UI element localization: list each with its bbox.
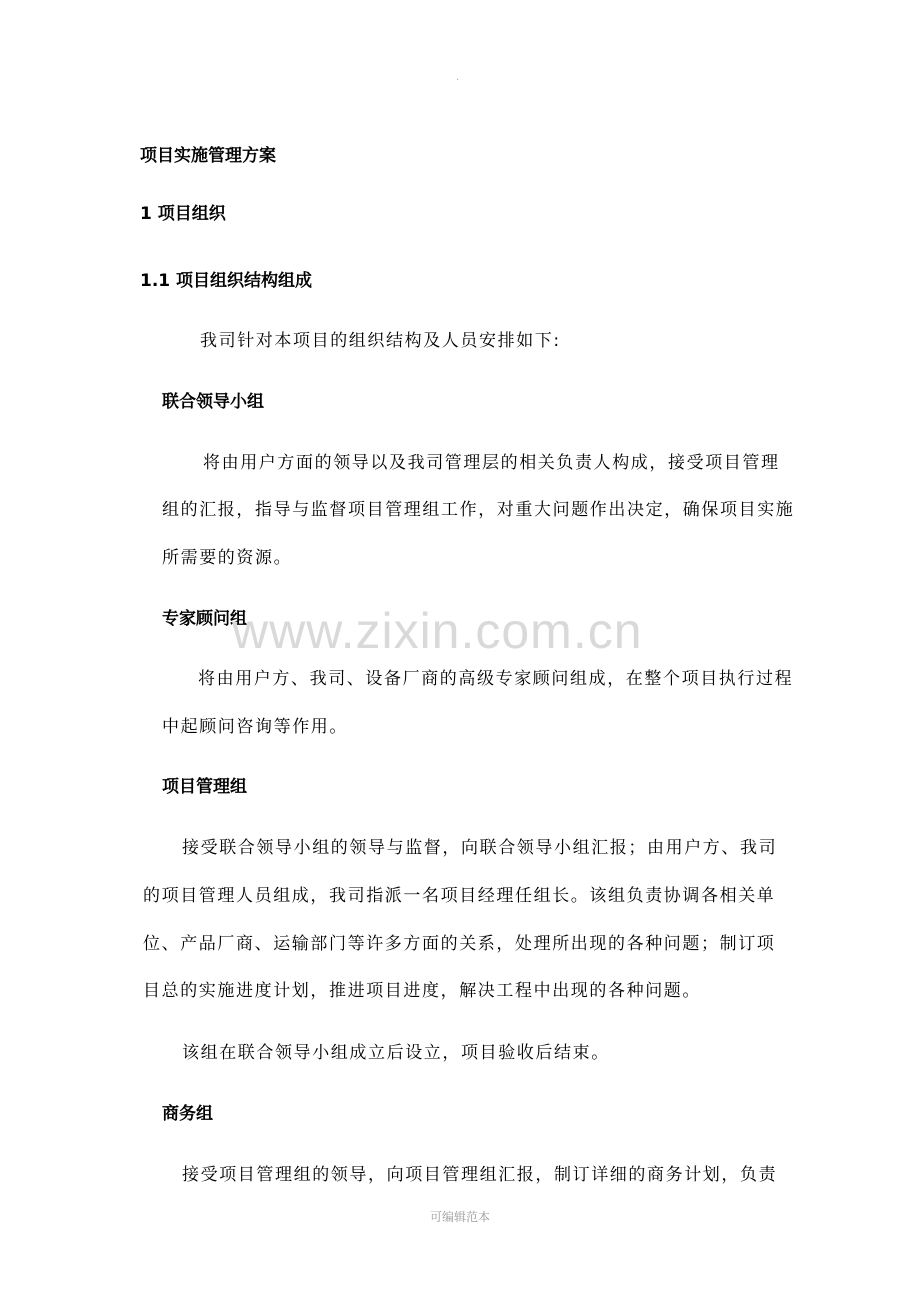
experts-line-1: 将由用户方、我司、设备厂商的高级专家顾问组成，在整个项目执行过程 bbox=[198, 669, 794, 689]
footer-label: 可编辑范本 bbox=[429, 1210, 490, 1224]
business-heading: 商务组 bbox=[162, 1104, 213, 1124]
leadership-line-3: 所需要的资源。 bbox=[162, 548, 293, 568]
management-line-1: 接受联合领导小组的领导与监督，向联合领导小组汇报；由用户方、我司 bbox=[182, 838, 778, 858]
management-note: 该组在联合领导小组成立后设立，项目验收后结束。 bbox=[182, 1043, 610, 1063]
management-heading: 项目管理组 bbox=[162, 777, 247, 797]
header-mark: . bbox=[456, 72, 460, 83]
experts-line-2: 中起顾问咨询等作用。 bbox=[162, 717, 348, 737]
section-1-heading: 1 项目组织 bbox=[140, 204, 226, 224]
leadership-line-1: 将由用户方面的领导以及我司管理层的相关负责人构成，接受项目管理 bbox=[203, 453, 780, 473]
business-line-1: 接受项目管理组的领导，向项目管理组汇报，制订详细的商务计划，负责 bbox=[182, 1165, 778, 1185]
section-1-1-heading: 1.1 项目组织结构组成 bbox=[140, 271, 313, 291]
watermark-text: www.zixin.com.cn bbox=[232, 603, 643, 659]
experts-heading: 专家顾问组 bbox=[162, 609, 247, 629]
management-line-4: 目总的实施进度计划，推进项目进度，解决工程中出现的各种问题。 bbox=[143, 981, 701, 1001]
management-line-2: 的项目管理人员组成，我司指派一名项目经理任组长。该组负责协调各相关单 bbox=[143, 886, 776, 906]
leadership-line-2: 组的汇报，指导与监督项目管理组工作，对重大问题作出决定，确保项目实施 bbox=[162, 500, 795, 520]
document-title: 项目实施管理方案 bbox=[140, 146, 276, 166]
section-intro: 我司针对本项目的组织结构及人员安排如下: bbox=[200, 331, 561, 351]
management-line-3: 位、产品厂商、运输部门等许多方面的关系，处理所出现的各种问题；制订项 bbox=[143, 934, 776, 954]
leadership-heading: 联合领导小组 bbox=[162, 392, 264, 412]
